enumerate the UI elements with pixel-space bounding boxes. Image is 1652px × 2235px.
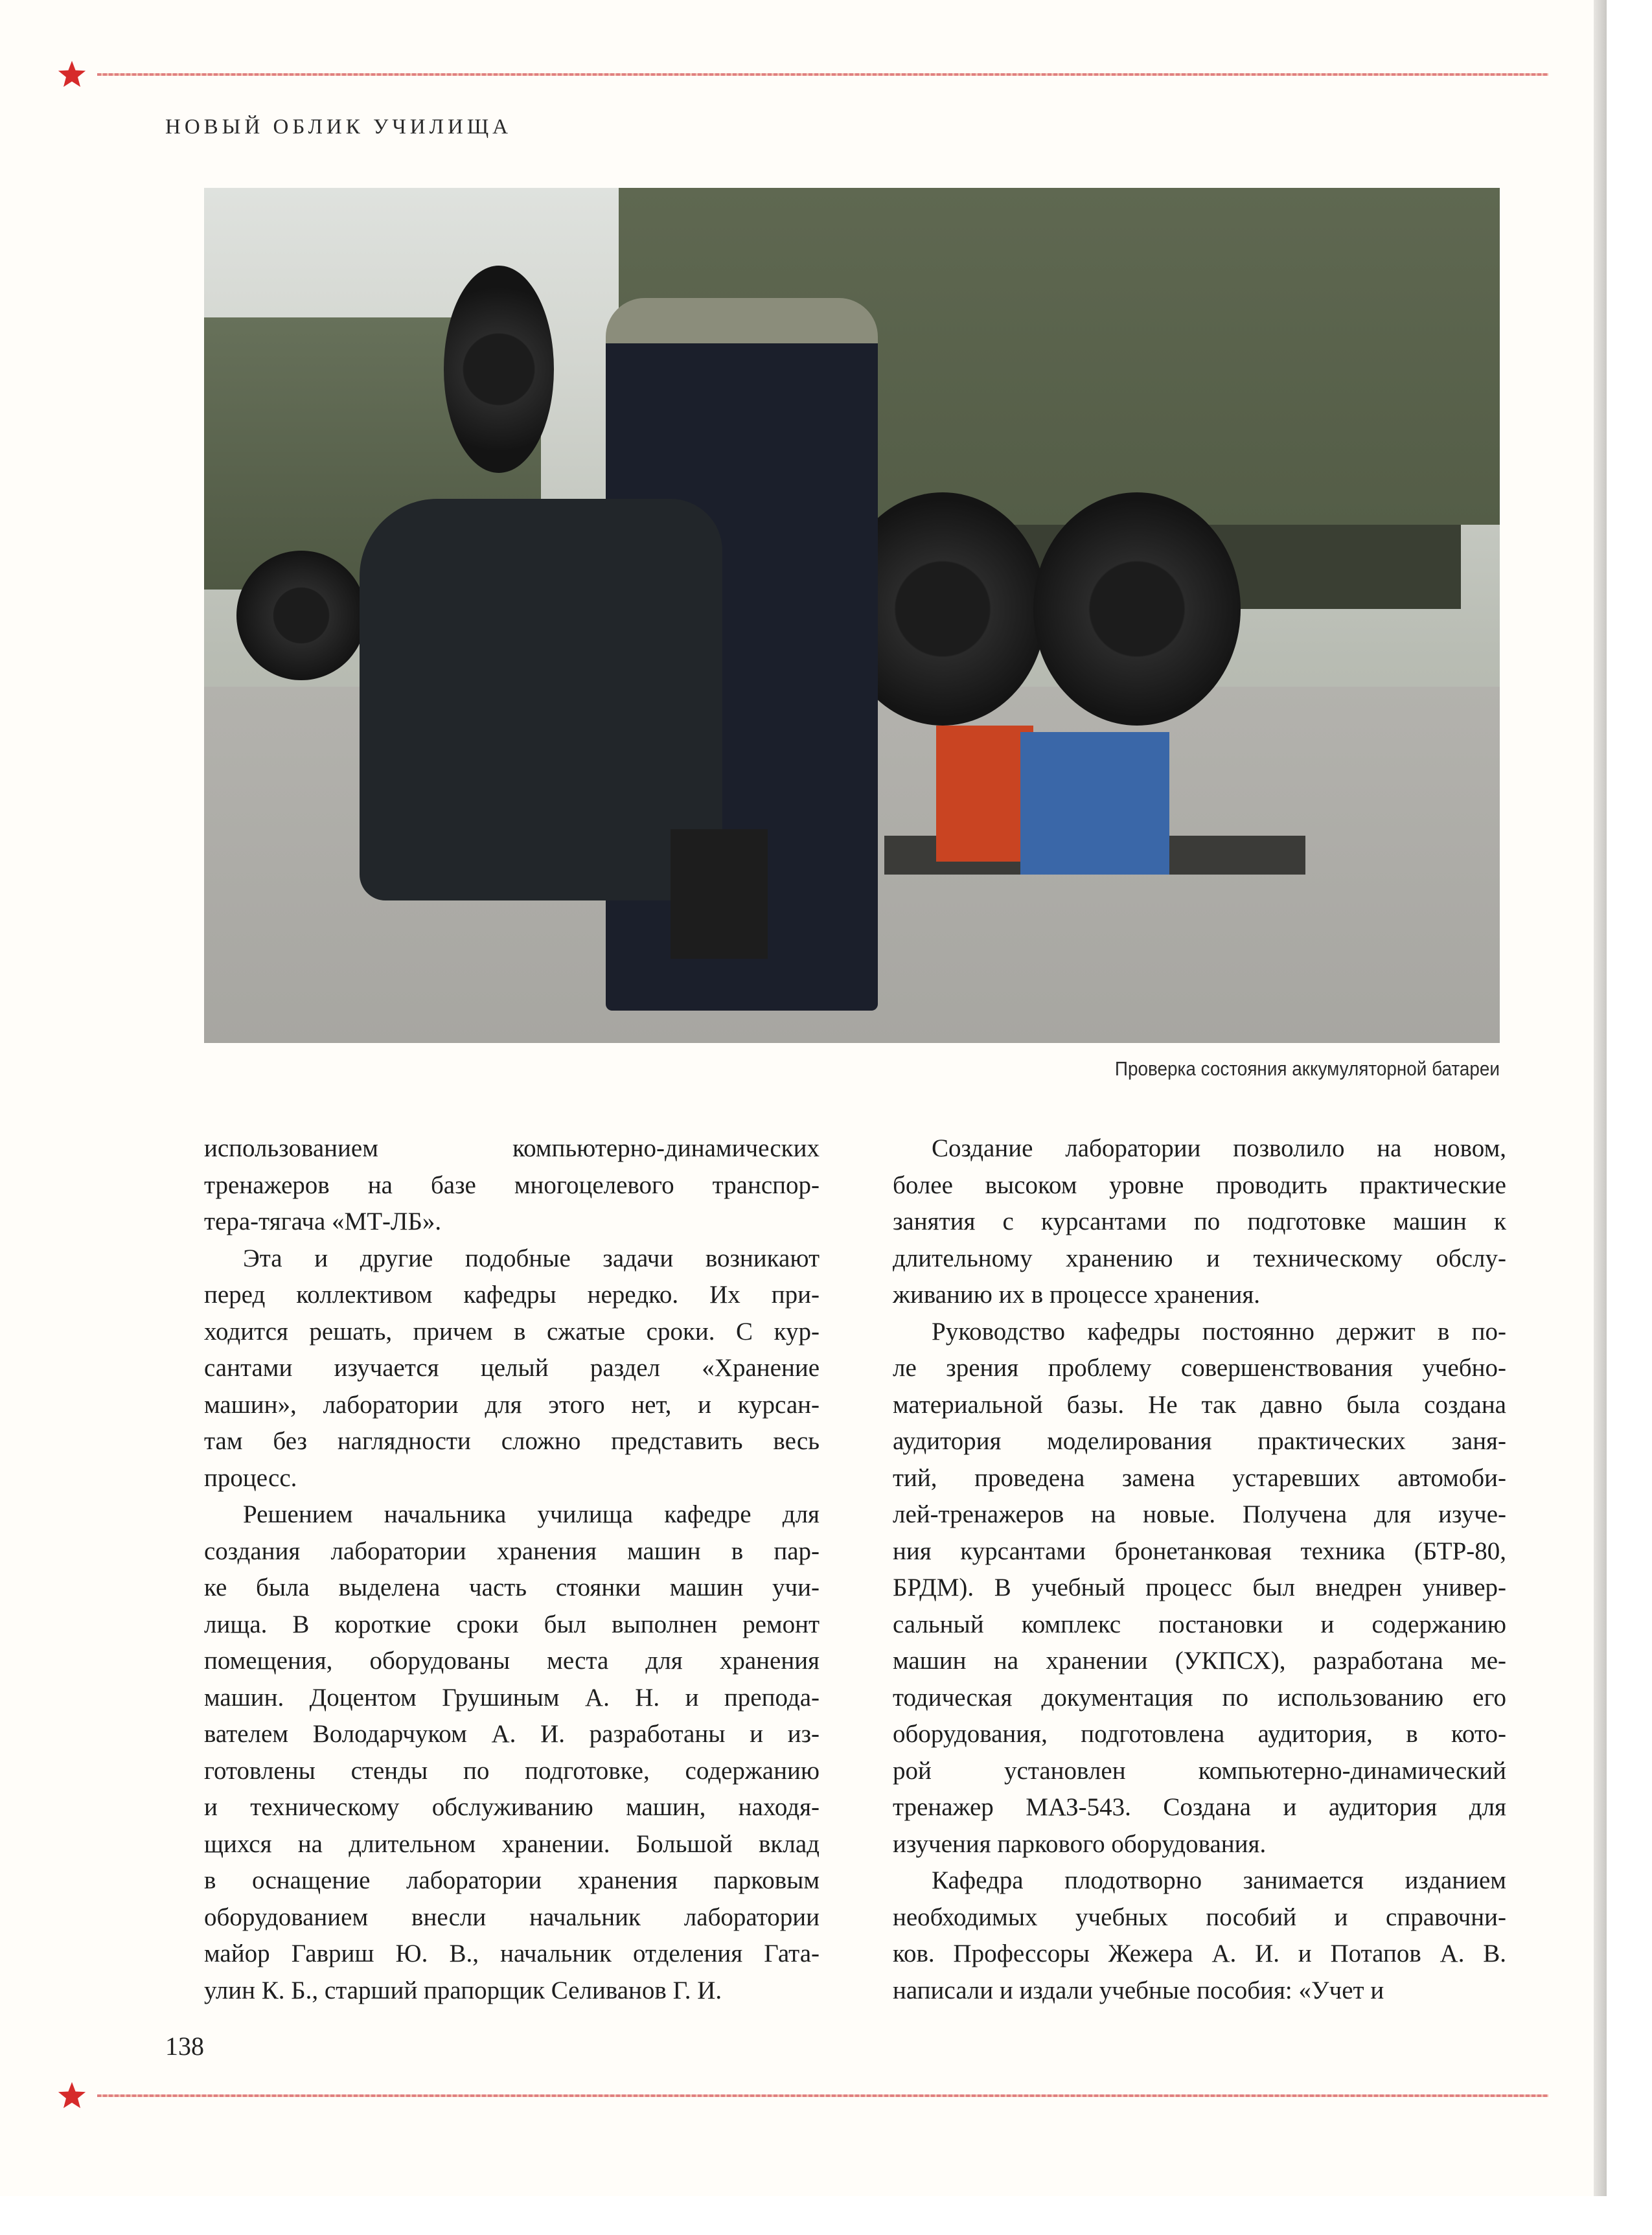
text-line: БРДМ). В учебный процесс был внедрен универ-: [893, 1574, 1506, 1601]
paragraph: [893, 1862, 1506, 2009]
text-line: аудитория моделирования практических заня-: [893, 1427, 1506, 1455]
text-line: создания лаборатории хранения машин в пар-: [204, 1537, 820, 1565]
text-line: тренажер МАЗ-543. Создана и аудитория для: [893, 1793, 1506, 1821]
star-icon: [57, 60, 87, 89]
text-line: необходимых учебных пособий и справочни-: [893, 1903, 1506, 1931]
paragraph: [893, 1130, 1506, 1314]
text-line: машин. Доцентом Грушиным А. Н. и препода-: [204, 1683, 820, 1712]
text-line: Создание лаборатории позволило на новом,: [932, 1134, 1506, 1162]
figure-photo: [204, 188, 1500, 1043]
text-line: ходится решать, причем в сжатые сроки. С кур-: [204, 1317, 820, 1346]
text-line: там без наглядности сложно представить весь: [204, 1427, 820, 1455]
photo-spare-wheel: [444, 266, 554, 473]
running-head: НОВЫЙ ОБЛИК УЧИЛИЩА: [165, 115, 512, 139]
text-line: рой установлен компьютерно-динамический: [893, 1756, 1506, 1785]
star-icon: [57, 2081, 87, 2111]
text-line: ке была выделена часть стоянки машин учи-: [204, 1574, 820, 1601]
text-line: использованием компьютерно-динамических: [204, 1134, 820, 1162]
photo-cadet: [360, 499, 722, 900]
text-line: живанию их в процессе хранения.: [893, 1281, 1261, 1309]
photo-battery: [671, 829, 768, 959]
text-line: вателем Володарчуком А. И. разработаны и из-: [204, 1720, 820, 1748]
photo-charger-red: [936, 726, 1033, 862]
text-line: ле зрения проблему совершенствования учебно-: [893, 1354, 1506, 1382]
text-line: готовлены стенды по подготовке, содержанию: [204, 1756, 820, 1785]
paragraph: [204, 1241, 820, 1497]
text-line: лища. В короткие сроки был выполнен ремонт: [204, 1610, 820, 1638]
text-line: машин», лаборатории для этого нет, и курсан-: [204, 1390, 820, 1419]
text-line: оборудования, подготовлена аудитория, в кото-: [893, 1720, 1506, 1748]
text-line: длительному хранению и техническому обслу-: [893, 1244, 1506, 1272]
text-line: Решением начальника училища кафедре для: [243, 1500, 820, 1528]
text-column-right: [893, 1130, 1506, 2009]
text-line: материальной базы. Не так давно была создана: [893, 1390, 1506, 1419]
text-line: изучения паркового оборудования.: [893, 1829, 1267, 1858]
text-line: написали и издали учебные пособия: «Учет и: [893, 1976, 1384, 2004]
text-column-left: [204, 1130, 820, 2009]
text-line: Руководство кафедры постоянно держит в по-: [932, 1317, 1506, 1346]
text-line: Эта и другие подобные задачи возникают: [243, 1244, 820, 1272]
paragraph: [204, 1496, 820, 2009]
text-line: лей-тренажеров на новые. Получена для изуче-: [893, 1500, 1506, 1528]
photo-wheel: [1033, 492, 1241, 726]
text-line: Кафедра плодотворно занимается изданием: [932, 1866, 1506, 1894]
text-line: процесс.: [204, 1463, 297, 1492]
text-line: щихся на длительном хранении. Большой вклад: [204, 1829, 820, 1858]
photo-charger-blue: [1020, 732, 1169, 875]
footer-rule: [97, 2094, 1548, 2097]
text-line: тий, проведена замена устаревших автомоби-: [893, 1463, 1506, 1492]
photo-wheel: [236, 551, 366, 680]
text-line: машин на хранении (УКПСХ), разработана ме-: [893, 1647, 1506, 1675]
page-number: 138: [165, 2032, 204, 2061]
text-line: ния курсантами бронетанковая техника (БТР-80,: [893, 1537, 1506, 1565]
text-line: тера-тягача «МТ-ЛБ».: [204, 1208, 442, 1235]
text-line: тодическая документация по использованию его: [893, 1683, 1506, 1712]
text-line: помещения, оборудованы места для хранения: [204, 1647, 820, 1675]
text-line: улин К. Б., старший прапорщик Селиванов Г. И.: [204, 1976, 722, 2004]
page-edge: [1594, 0, 1607, 2196]
text-line: сантами изучается целый раздел «Хранение: [204, 1354, 820, 1382]
paragraph: [893, 1314, 1506, 1863]
text-line: в оснащение лаборатории хранения парковым: [204, 1866, 820, 1894]
text-line: сальный комплекс постановки и содержанию: [893, 1610, 1506, 1638]
text-line: тренажеров на базе многоцелевого транспор-: [204, 1171, 820, 1199]
header-rule: [97, 73, 1548, 76]
text-line: ков. Профессоры Жежера А. И. и Потапов А. В.: [893, 1940, 1506, 1967]
text-line: перед коллективом кафедры нередко. Их при-: [204, 1281, 820, 1309]
text-line: оборудованием внесли начальник лаборатории: [204, 1903, 820, 1931]
text-line: и техническому обслуживанию машин, находя-: [204, 1793, 820, 1821]
text-line: занятия с курсантами по подготовке машин к: [893, 1208, 1506, 1235]
paragraph: [204, 1130, 820, 1241]
text-line: майор Гавриш Ю. В., начальник отделения Гата-: [204, 1940, 820, 1967]
figure-caption: Проверка состояния аккумуляторной батареи: [1114, 1057, 1500, 1080]
text-line: более высоком уровне проводить практические: [893, 1171, 1506, 1199]
